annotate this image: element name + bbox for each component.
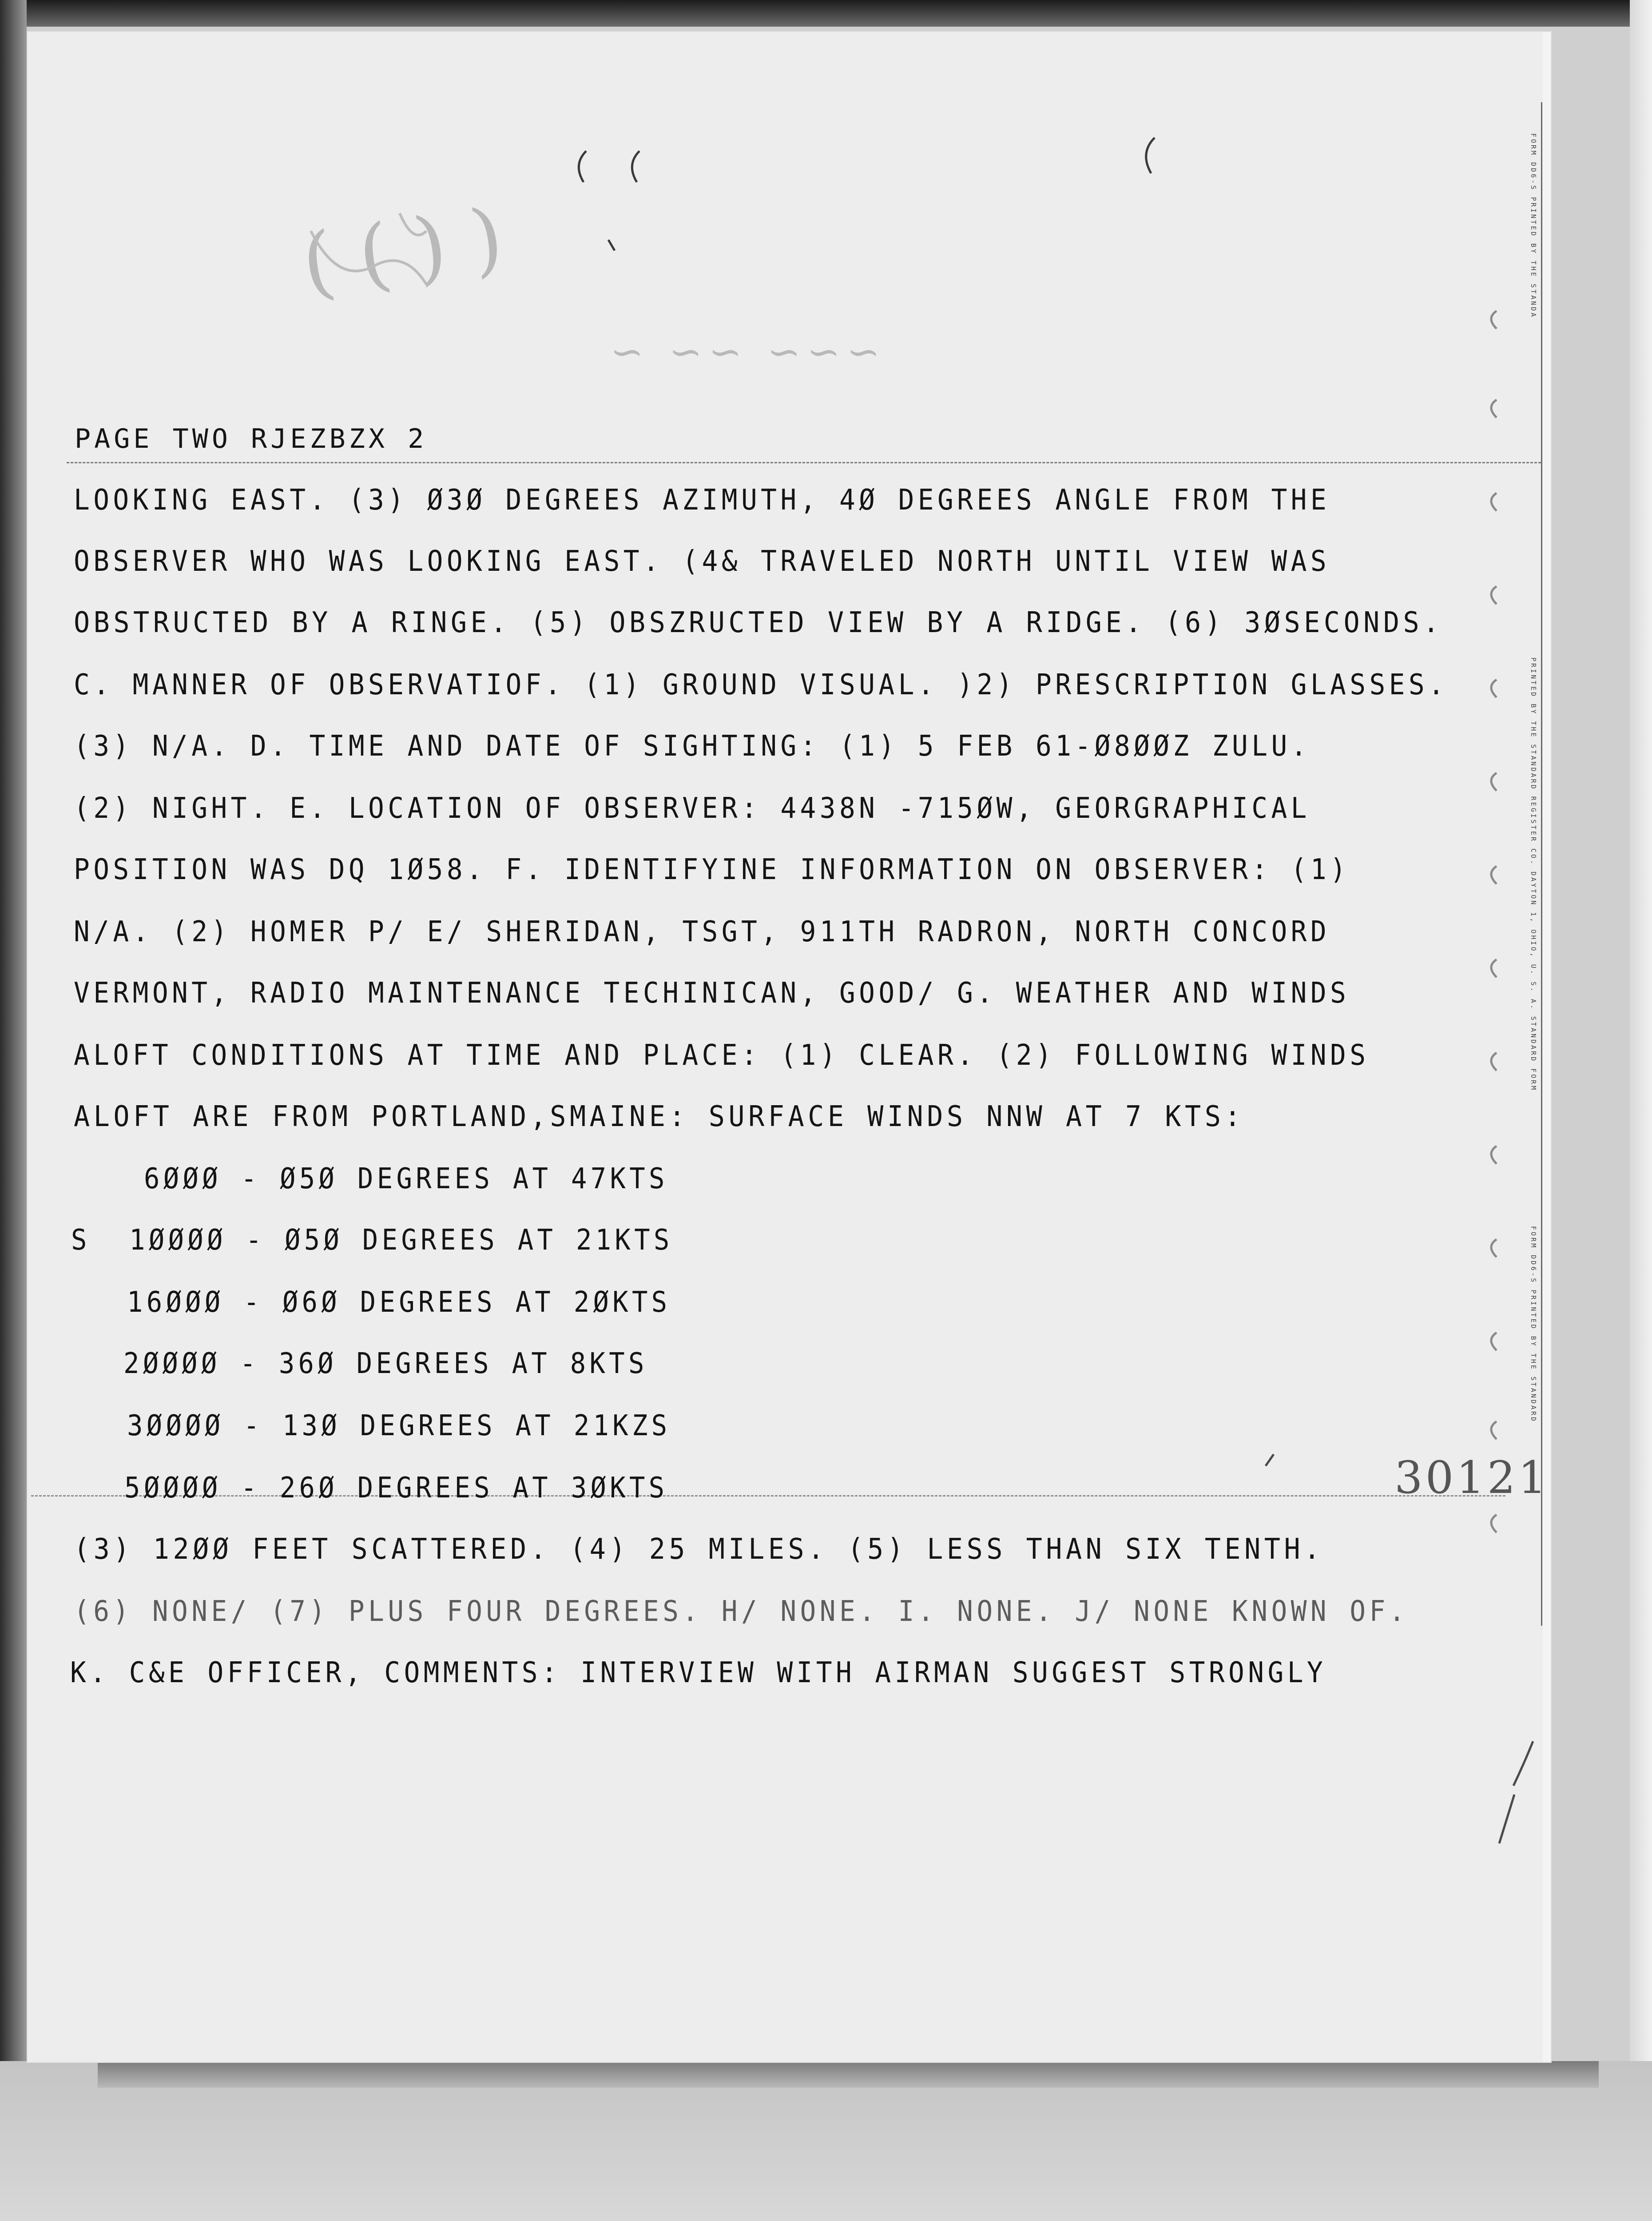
page-header: PAGE TWO RJEZBZX 2 <box>75 423 428 454</box>
winds-row-16000: 16ØØØ - Ø6Ø DEGREES AT 2ØKTS <box>127 1286 671 1319</box>
margin-print-middle: PRINTED BY THE STANDARD REGISTER CO. DAYTON 1, OHIO, U. S. A. STANDARD FORM <box>1529 657 1537 1092</box>
body-line-20: K. C&E OFFICER, COMMENTS: INTERVIEW WITH AIRMAN SUGGEST STRONGLY <box>70 1656 1327 1689</box>
body-line-1: LOOKING EAST. (3) Ø3Ø DEGREES AZIMUTH, 4Ø DEGREES ANGLE FROM THE <box>74 484 1330 517</box>
body-line-18: (3) 12ØØ FEET SCATTERED. (4) 25 MILES. (5) LESS THAN SIX TENTH. <box>74 1533 1324 1566</box>
winds-row-6000: 6ØØØ - Ø5Ø DEGREES AT 47KTS <box>144 1162 668 1195</box>
winds-row-50000: 5ØØØØ - 26Ø DEGREES AT 3ØKTS <box>124 1472 668 1505</box>
body-line-8: N/A. (2) HOMER P/ E/ SHERIDAN, TSGT, 911TH RADRON, NORTH CONCORD <box>74 915 1330 948</box>
winds-row-30000: 3ØØØØ - 13Ø DEGREES AT 21KZS <box>127 1409 671 1442</box>
body-line-19: (6) NONE/ (7) PLUS FOUR DEGREES. H/ NONE. I. NONE. J/ NONE KNOWN OF. <box>74 1595 1409 1628</box>
body-line-9: VERMONT, RADIO MAINTENANCE TECHINICAN, GOOD/ G. WEATHER AND WINDS <box>74 977 1350 1010</box>
margin-print-lower: FORM DD6-S PRINTED BY THE STANDARD <box>1529 1226 1537 1423</box>
ghost-scribble-2: ~~~ ~~ ~ <box>604 329 880 375</box>
right-edge-marks <box>1266 1454 1533 1843</box>
winds-row-10000: S 1ØØØØ - Ø5Ø DEGREES AT 21KTS <box>71 1224 673 1257</box>
form-number-stamp: 30121 <box>1394 1452 1549 1504</box>
body-line-6: (2) NIGHT. E. LOCATION OF OBSERVER: 4438N -715ØW, GEORGRAPHICAL <box>74 792 1310 825</box>
winds-row-20000: 2ØØØØ - 36Ø DEGREES AT 8KTS <box>123 1347 648 1380</box>
body-line-3: OBSTRUCTED BY A RINGE. (5) OBSZRUCTED VIEW BY A RIDGE. (6) 3ØSECONDS. <box>74 606 1443 639</box>
tractor-hole-marks <box>1491 311 1497 1532</box>
body-line-4: C. MANNER OF OBSERVATIOF. (1) GROUND VISUAL. )2) PRESCRIPTION GLASSES. <box>74 669 1448 701</box>
body-line-5: (3) N/A. D. TIME AND DATE OF SIGHTING: (1) 5 FEB 61-Ø8ØØZ ZULU. <box>74 730 1310 763</box>
ghost-scribble: ( ( ) ) <box>296 191 508 311</box>
margin-print-top: FORM DD6-S PRINTED BY THE STANDA <box>1529 133 1537 318</box>
top-handwritten-marks <box>579 138 1155 251</box>
body-line-10: ALOFT CONDITIONS AT TIME AND PLACE: (1) CLEAR. (2) FOLLOWING WINDS <box>74 1039 1370 1072</box>
body-line-7: POSITION WAS DQ 1Ø58. F. IDENTIFYINE INFORMATION ON OBSERVER: (1) <box>74 853 1350 886</box>
faint-scribble <box>311 213 426 284</box>
body-line-2: OBSERVER WHO WAS LOOKING EAST. (4& TRAVELED NORTH UNTIL VIEW WAS <box>74 545 1330 578</box>
body-line-11: ALOFT ARE FROM PORTLAND,SMAINE: SURFACE WINDS NNW AT 7 KTS: <box>74 1100 1245 1133</box>
